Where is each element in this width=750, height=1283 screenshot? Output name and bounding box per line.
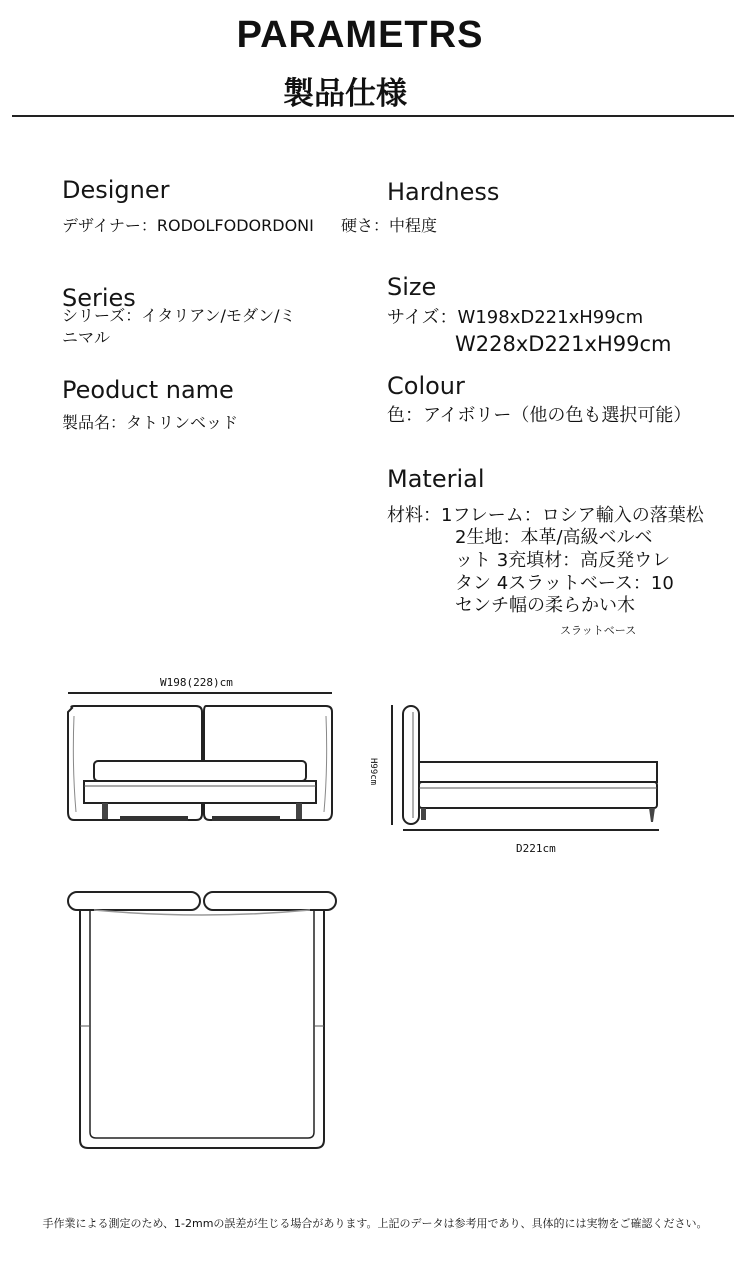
product-name-label: Peoduct name: [62, 376, 234, 404]
footer-disclaimer: 手作業による測定のため、1-2mmの誤差が生じる場合があります。上記のデータは参考用であり、具体的には実物をご確認ください。: [42, 1217, 708, 1230]
bed-front-view: [60, 686, 340, 826]
colour-label: Colour: [387, 372, 465, 400]
depth-dimension-label: D221cm: [516, 842, 556, 855]
material-line-1: 材料：1フレーム：ロシア輸入の落葉松: [387, 505, 704, 526]
size-value-line2: W228xD221xH99cm: [455, 332, 672, 356]
page-subtitle: 製品仕様: [283, 76, 407, 112]
series-value-line1: シリーズ：イタリアン/モダン/ミ: [62, 306, 296, 325]
designer-label: Designer: [62, 176, 170, 204]
size-value-line1: サイズ：W198xD221xH99cm: [387, 307, 644, 328]
hardness-value: 硬さ：中程度: [341, 216, 438, 235]
width-dimension-label: W198(228)cm: [160, 676, 233, 689]
page-title: PARAMETRS: [236, 14, 484, 56]
series-label: Series: [62, 284, 136, 312]
bed-side-view: [385, 700, 675, 830]
depth-dimension-line: [403, 829, 659, 831]
product-name-value: 製品名：タトリンベッド: [62, 413, 239, 432]
header-divider: [12, 115, 734, 117]
designer-value: デザイナー：RODOLFODORDONI: [62, 216, 314, 235]
material-note: スラットベース: [560, 624, 637, 637]
size-label: Size: [387, 273, 437, 301]
hardness-label: Hardness: [387, 178, 500, 206]
material-line-3: ット 3充填材：高反発ウレ: [455, 550, 671, 571]
bed-top-view: [64, 886, 340, 1152]
material-line-5: センチ幅の柔らかい木: [455, 595, 635, 616]
material-line-2: 2生地：本革/高級ベルベ: [455, 527, 653, 548]
material-label: Material: [387, 465, 485, 493]
height-dimension-label: H99cm: [368, 758, 378, 786]
series-value-line2: ニマル: [62, 328, 111, 347]
colour-value: 色：アイボリー（他の色も選択可能）: [387, 405, 692, 426]
material-line-4: タン 4スラットベース：10: [455, 573, 674, 594]
